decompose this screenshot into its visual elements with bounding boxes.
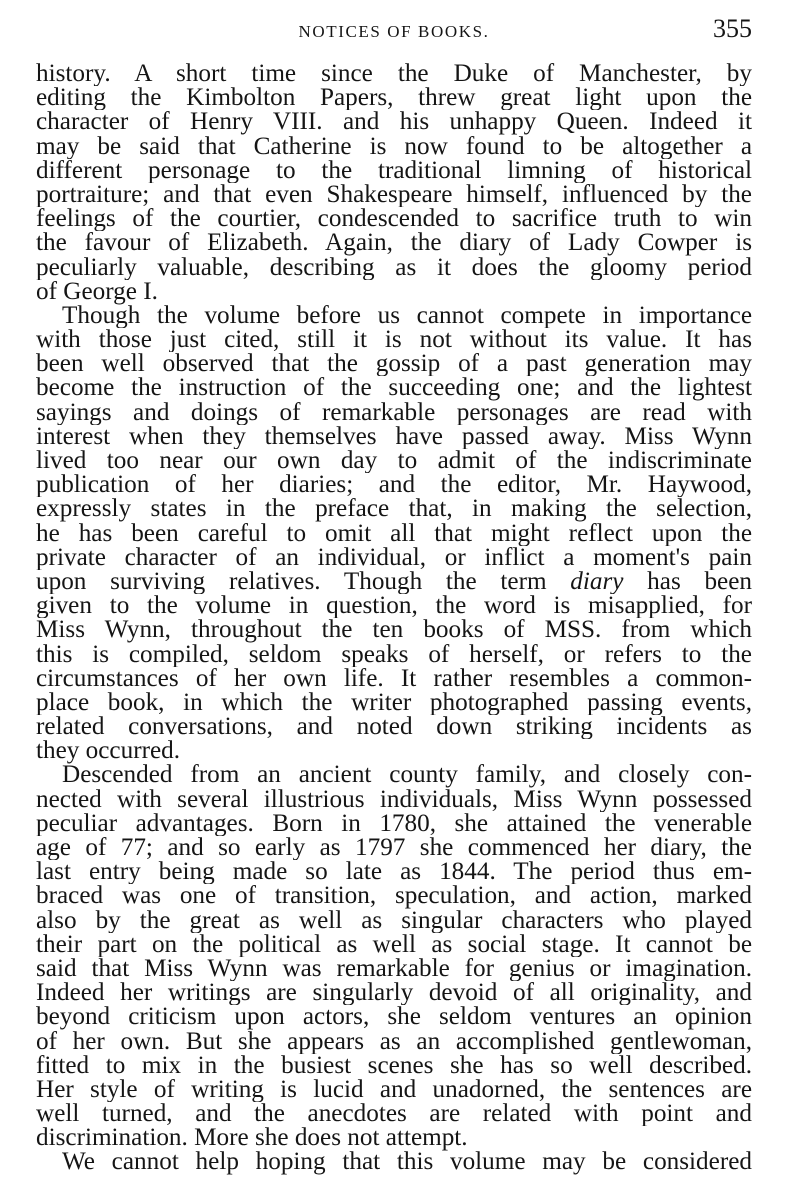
text-line: place book, in which the writer photographed passing events,: [36, 690, 752, 716]
text-line: braced was one of transition, speculation, and action, marked: [36, 884, 752, 909]
page-number: 355: [713, 14, 752, 43]
text-line: given to the volume in question, the word is misapplied, for: [36, 594, 752, 619]
italic-word: diary: [570, 569, 624, 595]
text-line: history. A short time since the Duke of Manchester, by: [36, 62, 752, 87]
text-line: Though the volume before us cannot compete in importance: [62, 303, 752, 329]
text-line: of her own. But she appears as an accomplished gentlewoman,: [36, 1029, 752, 1054]
running-header: [36, 14, 752, 46]
text-line: interest when they themselves have passed away. Miss Wynn: [36, 424, 752, 449]
text-line: their part on the political as well as social stage. It cannot be: [36, 932, 752, 957]
text-line: he has been careful to omit all that might reflect upon the: [36, 521, 752, 546]
text-line: sayings and doings of remarkable personages are read with: [36, 400, 752, 425]
text-line: circumstances of her own life. It rather resembles a common-: [36, 666, 752, 691]
body-text: [36, 62, 752, 1175]
text-line: the favour of Elizabeth. Again, the diary of Lady Cowper is: [36, 231, 752, 256]
text-line: character of Henry VIII. and his unhappy Queen. Indeed it: [36, 110, 752, 135]
text-line: last entry being made so late as 1844. The period thus em-: [36, 860, 752, 885]
text-line: nected with several illustrious individuals, Miss Wynn possessed: [36, 787, 752, 812]
text-line: feelings of the courtier, condescended to sacrifice truth to win: [36, 207, 752, 232]
text-line: We cannot help hoping that this volume may be considered: [62, 1150, 752, 1175]
text-line: discrimination. More she does not attempt.: [36, 1124, 468, 1152]
text-line: said that Miss Wynn was remarkable for genius or imagination.: [36, 956, 752, 982]
text-line: of George I.: [36, 277, 158, 305]
text-line: age of 77; and so early as 1797 she commenced her diary, the: [36, 836, 752, 861]
text-line: beyond criticism upon actors, she seldom ventures an opinion: [36, 1005, 752, 1030]
text-line: private character of an individual, or inflict a moment's pain: [36, 545, 752, 570]
text-line: with those just cited, still it is not without its value. It has: [36, 328, 752, 353]
text-line: they occurred.: [36, 737, 181, 765]
text-line: Indeed her writings are singularly devoid of all originality, and: [36, 981, 752, 1006]
text-line: Miss Wynn, throughout the ten books of MSS. from which: [36, 618, 752, 643]
running-title: NOTICES OF BOOKS.: [298, 22, 490, 41]
text-line: peculiar advantages. Born in 1780, she attained the venerable: [36, 811, 752, 836]
paragraph: [36, 763, 752, 1150]
text-line: editing the Kimbolton Papers, threw great light upon the: [36, 86, 752, 111]
text-line: fitted to mix in the busiest scenes she has so well described.: [36, 1053, 752, 1078]
text-line: Her style of writing is lucid and unadorned, the sentences are: [36, 1077, 752, 1103]
paragraph: [36, 62, 752, 304]
text-line: peculiarly valuable, describing as it does the gloomy period: [36, 255, 752, 280]
text-line: different personage to the traditional limning of historical: [36, 158, 752, 183]
text-line: related conversations, and noted down striking incidents as: [36, 715, 752, 740]
text-line: also by the great as well as singular characters who played: [36, 908, 752, 933]
paragraph: [36, 304, 752, 764]
text-line: lived too near our own day to admit of the indiscriminate: [36, 449, 752, 474]
text-line: this is compiled, seldom speaks of herself, or refers to the: [36, 642, 752, 667]
text-line: expressly states in the preface that, in making the selection,: [36, 497, 752, 522]
text-line: well turned, and the anecdotes are related with point and: [36, 1102, 752, 1127]
text-line: Descended from an ancient county family, and closely con-: [62, 763, 752, 788]
text-line: been well observed that the gossip of a past generation may: [36, 352, 752, 377]
text-line: become the instruction of the succeeding one; and the lightest: [36, 376, 752, 401]
text-line: portraiture; and that even Shakespeare himself, influenced by the: [36, 182, 752, 208]
text-line: may be said that Catherine is now found to be altogether a: [36, 134, 752, 159]
paragraph: [36, 1150, 752, 1174]
text-line: upon surviving relatives. Though the term diary has been: [36, 569, 752, 595]
text-line: publication of her diaries; and the editor, Mr. Haywood,: [36, 473, 752, 498]
